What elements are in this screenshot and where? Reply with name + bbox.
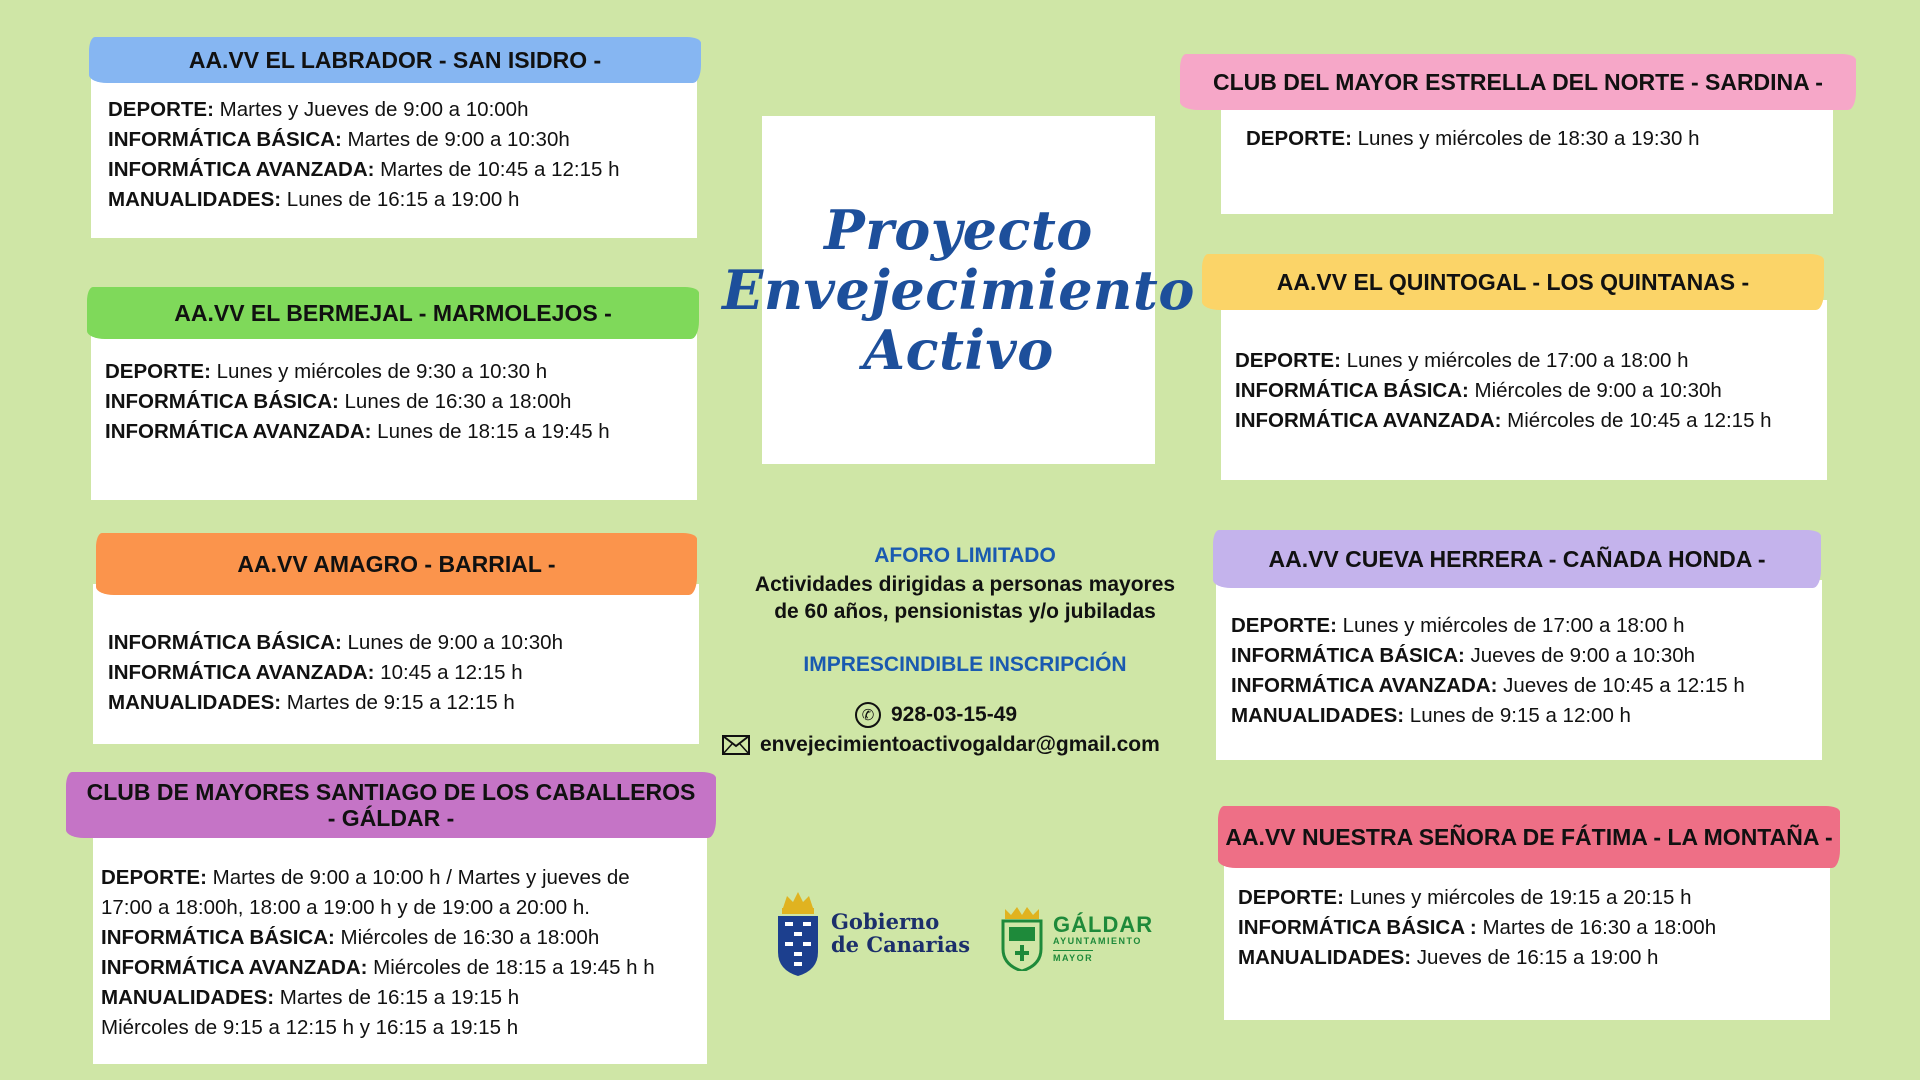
banner-estrella bbox=[1180, 54, 1856, 110]
schedule-line: INFORMÁTICA AVANZADA: Miércoles de 10:45 a 12:15 h bbox=[1235, 409, 1772, 432]
schedule-line: INFORMÁTICA AVANZADA: Lunes de 18:15 a 19:45 h bbox=[105, 420, 610, 443]
card-estrella bbox=[1221, 102, 1833, 214]
canarias-coat-of-arms-icon bbox=[775, 890, 821, 976]
club-name: AA.VV EL QUINTOGAL - LOS QUINTANAS - bbox=[1276, 268, 1750, 295]
schedule-line: DEPORTE: Martes y Jueves de 9:00 a 10:00h bbox=[108, 98, 529, 121]
phone-icon: ✆ bbox=[855, 702, 881, 728]
title-line2: Envejecimiento bbox=[722, 258, 1195, 322]
schedule-line: MANUALIDADES: Martes de 16:15 a 19:15 h bbox=[101, 986, 520, 1009]
banner-cueva bbox=[1213, 530, 1821, 588]
schedule-line: Miércoles de 9:15 a 12:15 h y 16:15 a 19:15 h bbox=[101, 1016, 519, 1039]
schedule-line: MANUALIDADES: Lunes de 9:15 a 12:00 h bbox=[1231, 704, 1631, 727]
banner-fatima bbox=[1218, 806, 1840, 868]
gobierno-canarias-text: Gobierno de Canarias bbox=[831, 909, 971, 957]
banner-amagro bbox=[96, 533, 697, 595]
schedule-fatima bbox=[1238, 883, 1716, 973]
phone-number: 928-03-15-49 bbox=[891, 703, 1018, 726]
logo-galdar bbox=[1001, 905, 1153, 971]
schedule-line: DEPORTE: Martes de 9:00 a 10:00 h / Martes y jueves de bbox=[101, 866, 630, 889]
schedule-line: INFORMÁTICA BÁSICA: Miércoles de 9:00 a 10:30h bbox=[1235, 379, 1722, 402]
club-name: AA.VV EL BERMEJAL - MARMOLEJOS - bbox=[174, 299, 612, 326]
banner-santiago bbox=[66, 772, 716, 838]
schedule-bermejal bbox=[105, 357, 610, 447]
schedule-line: INFORMÁTICA AVANZADA: Martes de 10:45 a 12:15 h bbox=[108, 158, 620, 181]
info-desc-2: de 60 años, pensionistas y/o jubiladas bbox=[774, 600, 1156, 623]
schedule-line: MANUALIDADES: Martes de 9:15 a 12:15 h bbox=[108, 691, 515, 714]
galdar-shield-icon bbox=[1001, 905, 1043, 971]
schedule-amagro bbox=[108, 628, 563, 718]
club-name: AA.VV NUESTRA SEÑORA DE FÁTIMA - LA MONTAÑA - bbox=[1225, 823, 1833, 850]
schedule-line: INFORMÁTICA BÁSICA: Martes de 9:00 a 10:30h bbox=[108, 128, 570, 151]
schedule-line: DEPORTE: Lunes y miércoles de 18:30 a 19:30 h bbox=[1246, 127, 1700, 150]
schedule-line: DEPORTE: Lunes y miércoles de 17:00 a 18:00 h bbox=[1235, 349, 1689, 372]
schedule-line: INFORMÁTICA AVANZADA: 10:45 a 12:15 h bbox=[108, 661, 523, 684]
schedule-line: INFORMÁTICA AVANZADA: Miércoles de 18:15 a 19:45 h h bbox=[101, 956, 655, 979]
mail-icon bbox=[722, 735, 750, 755]
aforo-limitado: AFORO LIMITADO bbox=[874, 544, 1056, 567]
title-line1: Proyecto bbox=[824, 198, 1093, 262]
banner-quintogal bbox=[1202, 254, 1824, 310]
title-line3: Activo bbox=[863, 318, 1054, 382]
galdar-text: GÁLDAR AYUNTAMIENTO MAYOR bbox=[1053, 911, 1154, 963]
schedule-line: MANUALIDADES: Jueves de 16:15 a 19:00 h bbox=[1238, 946, 1659, 969]
schedule-line: INFORMÁTICA BÁSICA: Lunes de 16:30 a 18:00h bbox=[105, 390, 572, 413]
email-contact[interactable] bbox=[722, 733, 1160, 757]
club-name: AA.VV EL LABRADOR - SAN ISIDRO - bbox=[188, 46, 602, 73]
logo-gobierno-canarias bbox=[775, 890, 970, 976]
schedule-santiago bbox=[101, 863, 655, 1043]
email-address: envejecimientoactivogaldar@gmail.com bbox=[760, 733, 1160, 756]
schedule-line: DEPORTE: Lunes y miércoles de 19:15 a 20:15 h bbox=[1238, 886, 1692, 909]
club-name: AA.VV CUEVA HERRERA - CAÑADA HONDA - bbox=[1268, 545, 1766, 572]
project-title-box bbox=[722, 116, 1195, 464]
schedule-quintogal bbox=[1235, 346, 1772, 436]
club-name-line2: - GÁLDAR - bbox=[327, 805, 455, 831]
schedule-line: INFORMÁTICA BÁSICA : Martes de 16:30 a 18:00h bbox=[1238, 916, 1717, 939]
schedule-line: INFORMÁTICA BÁSICA: Lunes de 9:00 a 10:30h bbox=[108, 631, 563, 654]
schedule-line: INFORMÁTICA BÁSICA: Miércoles de 16:30 a 18:00h bbox=[101, 926, 600, 949]
schedule-labrador bbox=[108, 95, 620, 215]
banner-bermejal bbox=[87, 287, 699, 339]
schedule-line: INFORMÁTICA BÁSICA: Jueves de 9:00 a 10:30h bbox=[1231, 644, 1696, 667]
info-desc-1: Actividades dirigidas a personas mayores bbox=[754, 573, 1176, 596]
schedule-line: DEPORTE: Lunes y miércoles de 17:00 a 18:00 h bbox=[1231, 614, 1685, 637]
phone-contact[interactable] bbox=[855, 702, 1017, 728]
banner-labrador bbox=[89, 37, 701, 83]
schedule-line: 17:00 a 18:00h, 18:00 a 19:00 h y de 19:00 a 20:00 h. bbox=[101, 896, 590, 919]
schedule-line: DEPORTE: Lunes y miércoles de 9:30 a 10:30 h bbox=[105, 360, 548, 383]
schedule-estrella bbox=[1246, 124, 1700, 154]
club-name: AA.VV AMAGRO - BARRIAL - bbox=[237, 550, 556, 577]
schedule-line: MANUALIDADES: Lunes de 16:15 a 19:00 h bbox=[108, 188, 520, 211]
schedule-line: INFORMÁTICA AVANZADA: Jueves de 10:45 a 12:15 h bbox=[1231, 674, 1745, 697]
schedule-cueva bbox=[1231, 611, 1745, 731]
club-name: CLUB DEL MAYOR ESTRELLA DEL NORTE - SARDINA - bbox=[1213, 68, 1823, 95]
inscripcion-notice: IMPRESCINDIBLE INSCRIPCIÓN bbox=[803, 653, 1127, 676]
club-name-line1: CLUB DE MAYORES SANTIAGO DE LOS CABALLEROS bbox=[86, 778, 696, 805]
